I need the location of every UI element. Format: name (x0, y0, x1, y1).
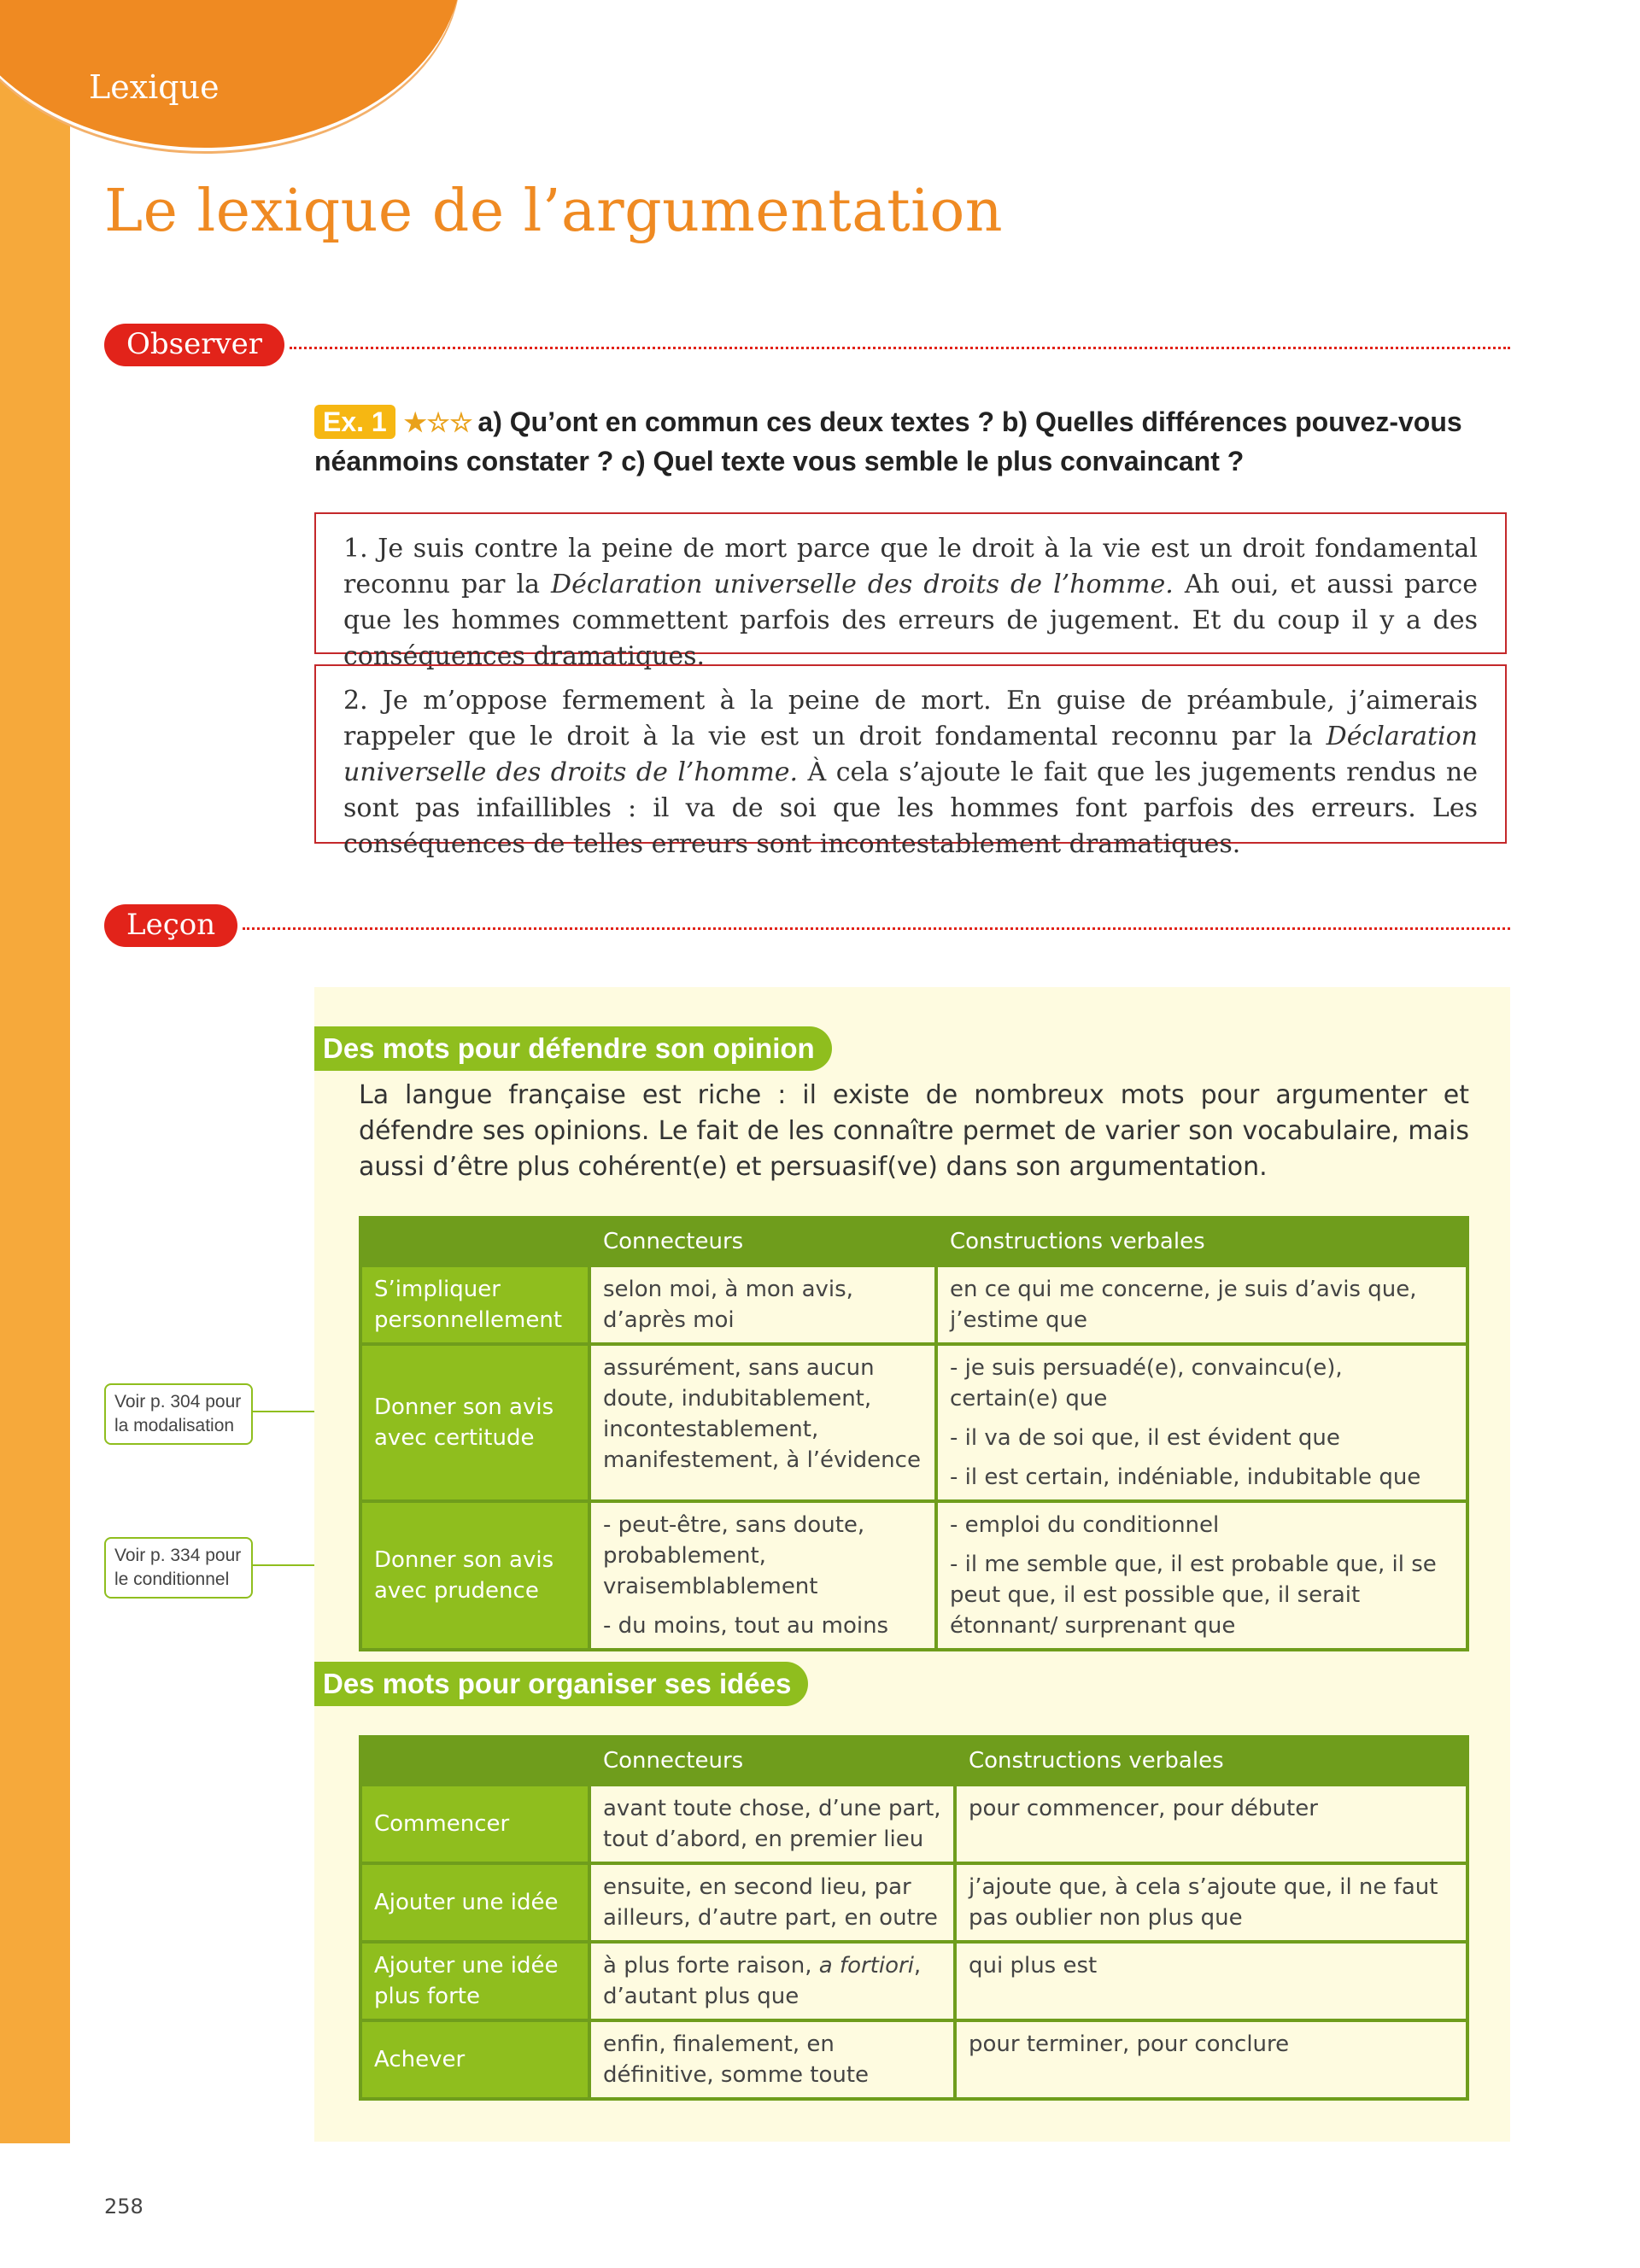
table-row: Commencer avant toute chose, d’une part, tout d’abord, en premier lieu pour commencer, pour débuter (360, 1785, 1467, 1863)
observer-header (104, 323, 1510, 367)
table-row: Ajouter une idée plus forte à plus forte raison, a fortiori, d’autant plus que qui plus est (360, 1942, 1467, 2020)
text-1: 1. Je suis contre la peine de mort parce que le droit à la vie est un droit fondamental reconnu par la Déclaration universelle des droits de l’homme. Ah oui, et aussi parce que les hommes commettent parfois des erreurs de jugement. Et du coup il y a des conséquences dramatiques. (314, 512, 1507, 654)
opinion-table (359, 1216, 1469, 1651)
exercise-badge: Ex. 1 (314, 405, 395, 439)
text-2: 2. Je m’oppose fermement à la peine de mort. En guise de préambule, j’aimerais rappeler que le droit à la vie est un droit fondamental reconnu par la Déclaration universelle des droits de l’homme. À cela s’ajoute le fait que les jugements rendus ne sont pas infaillibles : il va de soi que les hommes font parfois des erreurs. Les conséquences de telles erreurs sont incontestablement dramatiques. (314, 664, 1507, 844)
lecon-label: Leçon (104, 904, 237, 947)
difficulty-stars-icon: ★☆☆ (403, 409, 473, 437)
table-row: S’impliquer personnellement selon moi, à mon avis, d’après moi en ce qui me concerne, je suis d’avis que, j’estime que (360, 1266, 1467, 1344)
note-modalisation: Voir p. 304 pour la modalisation (104, 1383, 253, 1445)
dotted-divider (290, 347, 1510, 349)
page-number: 258 (104, 2195, 144, 2218)
table-row: Achever enfin, finalement, en définitive, somme toute pour terminer, pour conclure (360, 2020, 1467, 2099)
exercise-text: a) Qu’ont en commun ces deux textes ? b) Quelles différences pouvez-vous néanmoins constater ? c) Quel texte vous semble le plus convaincant ? (314, 406, 1462, 476)
exercise-question (314, 403, 1510, 480)
organise-table (359, 1735, 1469, 2101)
table-row: Donner son avis avec prudence - peut-être, sans doute, probablement, vraisemblablement - du moins, tout au moins - emploi du conditionnel - il me semble que, il est probable que, il se peut que, il est possible que, il serait étonnant/ surprenant que (360, 1501, 1467, 1650)
note-connector (253, 1411, 314, 1412)
block1-intro: La langue française est riche : il existe de nombreux mots pour argumenter et défendre ses opinions. Le fait de les connaître permet de varier son vocabulaire, mais aussi d’être plus cohérent(e) et persuasif(ve) dans son argumentation. (359, 1080, 1469, 1182)
block1-title: Des mots pour défendre son opinion (314, 1026, 832, 1071)
section-label: Lexique (89, 68, 220, 106)
note-conditionnel: Voir p. 334 pour le conditionnel (104, 1537, 253, 1599)
table-row: Ajouter une idée ensuite, en second lieu, par ailleurs, d’autre part, en outre j’ajoute que, à cela s’ajoute que, il ne faut pas oublier non plus que (360, 1863, 1467, 1942)
dotted-divider (243, 927, 1510, 930)
left-margin-bar (0, 0, 70, 2143)
table-row: Donner son avis avec certitude assurément, sans aucun doute, indubitablement, incontestablement, manifestement, à l’évidence - je suis persuadé(e), convaincu(e), certain(e) que - il va de soi que, il est évident que - il est certain, indéniable, indubitable que (360, 1344, 1467, 1501)
lecon-header (104, 903, 1510, 948)
block2-title: Des mots pour organiser ses idées (314, 1662, 808, 1706)
page-title: Le lexique de l’argumentation (104, 178, 1004, 245)
table-header-row: Connecteurs Constructions verbales (360, 1218, 1467, 1266)
observer-label: Observer (104, 324, 284, 366)
table-header-row: Connecteurs Constructions verbales (360, 1737, 1467, 1785)
note-connector (253, 1564, 314, 1566)
